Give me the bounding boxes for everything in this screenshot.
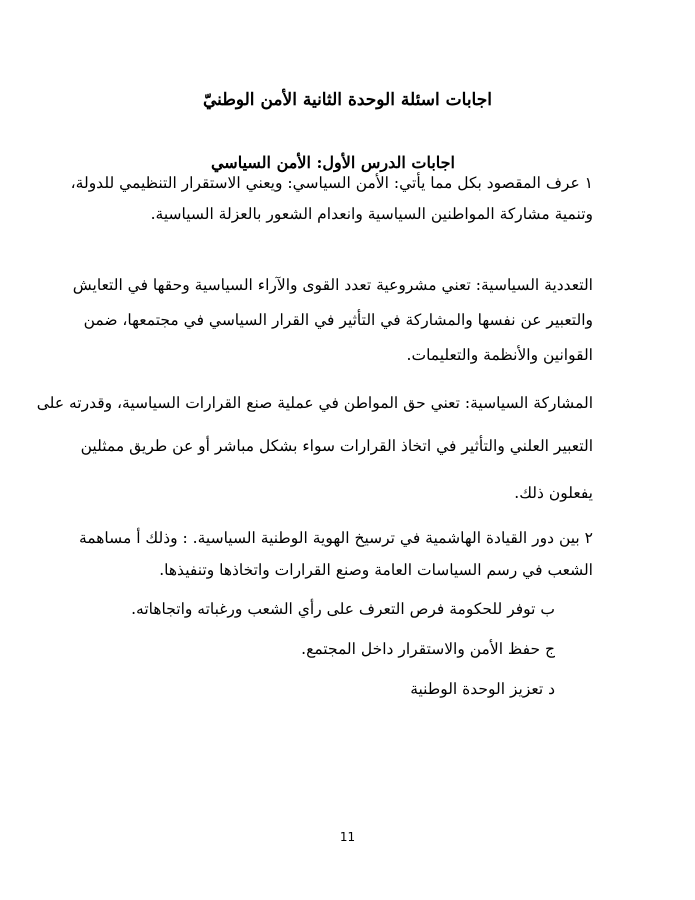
- page-number: 11: [339, 830, 356, 844]
- paragraph-3-line-2: التعبير العلني والتأثير في اتخاذ القرارات سواء بشكل مباشر أو عن طريق ممثلين: [80, 437, 593, 455]
- list-item-d: د تعزيز الوحدة الوطنية: [410, 680, 555, 698]
- paragraph-2-line-1: التعددية السياسية: تعني مشروعية تعدد القوى والآراء السياسية وحقها في التعايش: [72, 276, 593, 294]
- paragraph-3-line-1: المشاركة السياسية: تعني حق المواطن في عملية صنع القرارات السياسية، وقدرته على: [36, 394, 593, 412]
- lesson-title: اجابات الدرس الأول: الأمن السياسي: [210, 153, 455, 172]
- list-item-c: ج حفظ الأمن والاستقرار داخل المجتمع.: [301, 640, 555, 658]
- page-title: اجابات اسئلة الوحدة الثانية الأمن الوطنيّ: [203, 90, 492, 110]
- list-item-b: ب توفر للحكومة فرص التعرف على رأي الشعب ورغباته واتجاهاته.: [131, 600, 555, 618]
- paragraph-4-line-1: ٢ بين دور القيادة الهاشمية في ترسيخ الهوية الوطنية السياسية. : وذلك أ مساهمة: [78, 529, 593, 547]
- paragraph-4-line-2: الشعب في رسم السياسات العامة وصنع القرارات واتخاذها وتنفيذها.: [159, 561, 593, 579]
- paragraph-3-line-3: يفعلون ذلك.: [514, 484, 593, 502]
- paragraph-2-line-2: والتعبير عن نفسها والمشاركة في التأثير في القرار السياسي في مجتمعها، ضمن: [83, 311, 593, 329]
- paragraph-2-line-3: القوانين والأنظمة والتعليمات.: [406, 346, 593, 364]
- paragraph-1-line-1: ١ عرف المقصود بكل مما يأتي: الأمن السياسي: ويعني الاستقرار التنظيمي للدولة،: [70, 174, 593, 192]
- paragraph-1-line-2: وتنمية مشاركة المواطنين السياسية وانعدام الشعور بالعزلة السياسية.: [150, 205, 593, 223]
